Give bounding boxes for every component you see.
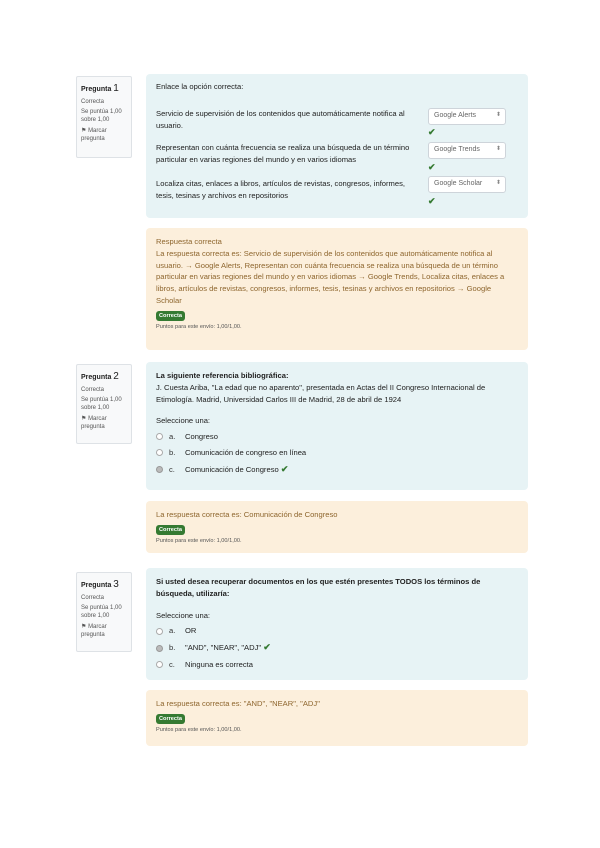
match-row-3: Localiza citas, enlaces a libros, artículos de revistas, congresos, informes, tesis, tesinas y archivos en repositorios xyxy=(156,179,406,200)
flag-question-link[interactable]: ⚑ Marcar pregunta xyxy=(81,415,107,430)
question-content-1 xyxy=(146,74,528,218)
flag-icon: ⚑ xyxy=(81,623,87,630)
question-reference: J. Cuesta Ariba, "La edad que no aparento", presentada en Actas del II Congreso Internacional de Etimología. Madrid, Universidad Carlos III de Madrid, 28 de abril de 1924 xyxy=(156,382,486,404)
question-info-1 xyxy=(76,76,132,158)
check-icon: ✔ xyxy=(428,196,436,206)
option-a[interactable]: a. Congreso xyxy=(156,431,518,443)
feedback-2 xyxy=(146,501,528,553)
radio-button-selected[interactable] xyxy=(156,466,163,473)
question-title: La siguiente referencia bibliográfica: xyxy=(156,371,289,380)
flag-question-link[interactable]: ⚑ Marcar pregunta xyxy=(81,623,107,638)
flag-question-link[interactable]: ⚑ Marcar pregunta xyxy=(81,127,107,142)
match-row-1: Servicio de supervisión de los contenidos que automáticamente notifica al usuario. xyxy=(156,109,405,130)
marks-text: Puntos para este envío: 1,00/1,00. xyxy=(156,727,242,734)
correct-badge: Correcta xyxy=(156,714,185,725)
question-status: Correcta xyxy=(81,594,105,601)
question-label: Pregunta 2 xyxy=(81,371,119,382)
marks-text: Puntos para este envío: 1,00/1,00. xyxy=(156,538,242,545)
check-icon: ✔ xyxy=(428,127,436,137)
question-label: Pregunta 3 xyxy=(81,579,119,590)
feedback-3 xyxy=(146,690,528,746)
chevron-updown-icon: ⬍ xyxy=(495,180,501,186)
question-info-3 xyxy=(76,572,132,652)
question-status: Correcta xyxy=(81,98,105,105)
feedback-1 xyxy=(146,228,528,350)
match-select-2[interactable]: Google Trends ⬍ xyxy=(428,142,506,159)
feedback-text: La respuesta correcta es: Comunicación de Congreso xyxy=(156,510,338,519)
question-title: Si usted desea recuperar documentos en los que estén presentes TODOS los términos de búsqueda, utilizaría: xyxy=(156,577,481,598)
option-b[interactable]: b. Comunicación de congreso en línea xyxy=(156,447,518,459)
match-select-1[interactable]: Google Alerts ⬍ xyxy=(428,108,506,125)
select-prompt: Seleccione una: xyxy=(156,610,211,620)
feedback-text: La respuesta correcta es: Servicio de supervisión de los contenidos que automáticamente notifica al usuario. → Google Alerts, Representan con cuánta frecuencia se realiza una búsqueda de un término particular en varias regiones del mundo y en varios idiomas → Google Trends, Localiza citas, enlaces a libros, artículos de revistas, congresos, informes, tesis, tesinas y archivos en repositorios → Google Scholar xyxy=(156,248,505,305)
feedback-title: Respuesta correcta xyxy=(156,237,222,246)
question-status: Correcta xyxy=(81,386,105,393)
correct-badge: Correcta xyxy=(156,525,185,536)
option-c[interactable]: c. Comunicación de Congreso ✔ xyxy=(156,463,518,477)
question-info-2 xyxy=(76,364,132,444)
flag-icon: ⚑ xyxy=(81,415,87,422)
radio-button[interactable] xyxy=(156,628,163,635)
question-content-3 xyxy=(146,568,528,680)
question-score: Se puntúa 1,00 sobre 1,00 xyxy=(81,604,122,619)
option-b[interactable]: b. "AND", "NEAR", "ADJ" ✔ xyxy=(156,641,518,655)
chevron-updown-icon: ⬍ xyxy=(495,112,501,118)
flag-icon: ⚑ xyxy=(81,127,87,134)
radio-button[interactable] xyxy=(156,433,163,440)
radio-button-selected[interactable] xyxy=(156,645,163,652)
match-select-3[interactable]: Google Scholar ⬍ xyxy=(428,176,506,193)
question-content-2 xyxy=(146,362,528,490)
marks-text: Puntos para este envío: 1,00/1,00. xyxy=(156,324,242,331)
check-icon: ✔ xyxy=(428,162,436,172)
check-icon: ✔ xyxy=(263,642,271,653)
feedback-text: La respuesta correcta es: "AND", "NEAR", "ADJ" xyxy=(156,699,320,708)
chevron-updown-icon: ⬍ xyxy=(495,146,501,152)
question-prompt: Enlace la opción correcta: xyxy=(156,82,244,91)
option-c[interactable]: c. Ninguna es correcta xyxy=(156,659,518,671)
select-prompt: Seleccione una: xyxy=(156,416,211,426)
question-score: Se puntúa 1,00 sobre 1,00 xyxy=(81,396,122,411)
option-a[interactable]: a. OR xyxy=(156,625,518,637)
question-label: Pregunta 1 xyxy=(81,83,119,94)
question-score: Se puntúa 1,00 sobre 1,00 xyxy=(81,108,122,123)
radio-button[interactable] xyxy=(156,449,163,456)
radio-button[interactable] xyxy=(156,661,163,668)
correct-badge: Correcta xyxy=(156,311,185,322)
match-row-2: Representan con cuánta frecuencia se realiza una búsqueda de un término particular en varias regiones del mundo y en varios idiomas xyxy=(156,143,410,164)
check-icon: ✔ xyxy=(280,463,289,474)
